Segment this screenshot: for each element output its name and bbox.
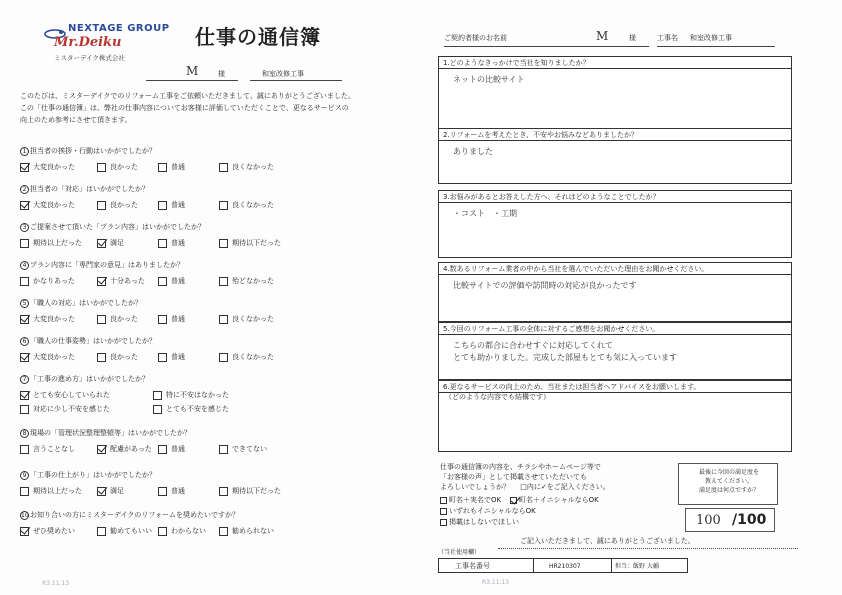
answer-option[interactable] xyxy=(219,314,274,324)
feedback-question: 3.お悩みがあるとお答えした方へ、それはどのようなことでしたか？ xyxy=(439,191,791,203)
feedback-answer: こちらの都合に合わせすぐに対応してくれて xyxy=(453,341,613,350)
consent-line: 仕事の通信簿の内容を、チラシやホームページ等で xyxy=(440,463,601,471)
option-label: とても安心していられた xyxy=(33,391,110,399)
answer-option[interactable] xyxy=(20,352,75,362)
option-label: 期待以下だった xyxy=(232,487,281,495)
group-name: NEXTAGE GROUP xyxy=(68,23,170,34)
consent-text xyxy=(440,462,660,492)
satisfaction-line: 最後に今回の満足度を xyxy=(698,469,759,476)
option-label: 期待以上だった xyxy=(33,239,82,247)
answer-option[interactable] xyxy=(158,200,185,210)
feedback-box-5[interactable] xyxy=(438,322,792,380)
satisfaction-line: 教えてください。 xyxy=(704,478,753,485)
feedback-question: 4.数あるリフォーム業者の中から当社を選んでいただいた理由をお聞かせください。 xyxy=(439,263,791,275)
feedback-question: 5.今回のリフォーム工事の全体に対するご感想をお聞かせください。 xyxy=(439,323,791,335)
answer-option[interactable] xyxy=(219,486,281,496)
question-number: 1 xyxy=(20,147,29,156)
customer-label: ご契約者様のお名前 xyxy=(444,34,507,42)
question-text: プラン内容に「専門家の意見」はありましたか？ xyxy=(30,261,184,269)
answer-option[interactable] xyxy=(158,526,206,536)
checkbox[interactable] xyxy=(440,519,447,526)
option-label: 勧められない xyxy=(232,527,274,535)
option-label: 普通 xyxy=(171,201,185,209)
question-number: 2 xyxy=(20,185,29,194)
option-label: 良かった xyxy=(110,315,138,323)
checked-checkbox[interactable] xyxy=(20,201,29,210)
checkbox[interactable] xyxy=(20,487,29,496)
checked-checkbox[interactable] xyxy=(97,487,106,496)
option-label: 掲載はしないでほしい xyxy=(449,518,519,526)
consent-hint: □内に✓をご記入ください。 xyxy=(520,483,610,491)
option-label: 大変良かった xyxy=(33,315,75,323)
office-divider xyxy=(533,559,534,572)
option-label: 配慮があった xyxy=(110,445,152,453)
checkbox[interactable] xyxy=(158,353,167,362)
question-text: 担当者の挨拶・行動はいかがでしたか？ xyxy=(30,147,156,155)
answer-option[interactable] xyxy=(97,314,138,324)
option-label: 普通 xyxy=(171,353,185,361)
option-label: 普通 xyxy=(171,163,185,171)
option-label: 特に不安はなかった xyxy=(166,391,229,399)
checkbox[interactable] xyxy=(219,527,228,536)
question-title xyxy=(20,374,149,384)
checkbox[interactable] xyxy=(219,487,228,496)
checkbox[interactable] xyxy=(97,201,106,210)
answer-option[interactable] xyxy=(219,444,267,454)
checkbox[interactable] xyxy=(158,239,167,248)
option-label: 期待以下だった xyxy=(232,239,281,247)
question-number: 7 xyxy=(20,375,29,384)
option-label: 言うことなし xyxy=(33,445,75,453)
option-label: 町名＋イニシャルならOK xyxy=(519,496,599,504)
right-customer-name: M xyxy=(596,29,609,43)
consent-line: 「お客様の声」として掲載させていただいても xyxy=(440,473,587,481)
checked-checkbox[interactable] xyxy=(97,277,106,286)
nextage-mark-icon xyxy=(44,24,66,34)
checkbox[interactable] xyxy=(219,163,228,172)
option-label: 殆どなかった xyxy=(232,277,274,285)
checkbox[interactable] xyxy=(219,239,228,248)
option-label: わからない xyxy=(171,527,206,535)
work-no: HR210307 xyxy=(549,563,581,570)
work-no-label: 工事名番号 xyxy=(455,562,490,570)
feedback-answer: ネットの比較サイト xyxy=(453,75,525,84)
question-title xyxy=(20,336,156,346)
option-label: 良くなかった xyxy=(232,353,274,361)
answer-option[interactable] xyxy=(20,276,75,286)
checkbox[interactable] xyxy=(20,445,29,454)
feedback-box-3[interactable] xyxy=(438,190,792,258)
answer-option[interactable] xyxy=(97,444,152,454)
question-title xyxy=(20,510,239,520)
question-title xyxy=(20,184,149,194)
checkbox[interactable] xyxy=(97,527,106,536)
option-label: 大変良かった xyxy=(33,201,75,209)
checked-checkbox[interactable] xyxy=(20,315,29,324)
answer-option[interactable] xyxy=(158,352,185,362)
answer-option[interactable] xyxy=(20,314,75,324)
answer-option[interactable] xyxy=(153,404,229,414)
option-label: 良かった xyxy=(110,163,138,171)
question-text: 「工事の仕上がり」はいかがでしたか？ xyxy=(30,471,156,479)
checkbox[interactable] xyxy=(158,277,167,286)
question-text: ご提案させて頂いた「プラン内容」はいかがでしたか？ xyxy=(30,223,205,231)
checkbox[interactable] xyxy=(158,487,167,496)
consent-option[interactable] xyxy=(440,495,501,505)
feedback-answer: 比較サイトでの評価や訪問時の対応が良かったです xyxy=(453,281,637,290)
checkbox[interactable] xyxy=(158,163,167,172)
option-label: 期待以上だった xyxy=(33,487,82,495)
customer-name: M xyxy=(186,64,199,78)
answer-option[interactable] xyxy=(20,526,75,536)
checkbox[interactable] xyxy=(153,405,162,414)
option-label: とても不安を感じた xyxy=(166,405,229,413)
option-label: 対応に少し不安を感じた xyxy=(33,405,110,413)
option-label: 大変良かった xyxy=(33,353,75,361)
checkbox[interactable] xyxy=(219,353,228,362)
right-project-underline xyxy=(657,46,775,47)
option-label: できてない xyxy=(232,445,267,453)
checked-checkbox[interactable] xyxy=(20,163,29,172)
feedback-question: 2.リフォームを考えたとき、不安やお悩みなどありましたか？ xyxy=(439,129,791,141)
answer-option[interactable] xyxy=(158,444,185,454)
answer-option[interactable] xyxy=(158,276,185,286)
checkbox[interactable] xyxy=(153,391,162,400)
feedback-box-1[interactable] xyxy=(438,56,792,130)
checkbox[interactable] xyxy=(219,315,228,324)
feedback-box-4[interactable] xyxy=(438,262,792,322)
option-label: 良かった xyxy=(110,353,138,361)
answer-option[interactable] xyxy=(158,486,185,496)
checked-checkbox[interactable] xyxy=(510,497,517,504)
answer-option[interactable] xyxy=(97,486,124,496)
question-text: お知り合いの方にミスターデイクのリフォームを奨めたいですか？ xyxy=(30,511,240,519)
checkbox[interactable] xyxy=(97,163,106,172)
checkbox[interactable] xyxy=(20,239,29,248)
checked-checkbox[interactable] xyxy=(20,527,29,536)
answer-option[interactable] xyxy=(20,486,82,496)
answer-option[interactable] xyxy=(158,314,185,324)
thanks-text: ご記入いただきまして、誠にありがとうございました。 xyxy=(520,537,695,545)
feedback-box-2[interactable] xyxy=(438,128,792,184)
answer-option[interactable] xyxy=(97,276,145,286)
checked-checkbox[interactable] xyxy=(97,445,106,454)
office-divider xyxy=(611,559,612,572)
checkbox[interactable] xyxy=(158,445,167,454)
question-number: 6 xyxy=(20,337,29,346)
intro-line: 向上のため参考にさせて頂きます。 xyxy=(20,116,132,124)
office-label: （当社使用欄） xyxy=(438,549,481,556)
feedback-box-6[interactable] xyxy=(438,380,792,452)
project-name: 和室改修工事 xyxy=(262,70,304,78)
answer-option[interactable] xyxy=(158,162,185,172)
question-title xyxy=(20,428,191,438)
feedback-answer: とても助かりました。完成した部屋もとても気に入っています xyxy=(453,353,677,362)
answer-option[interactable] xyxy=(219,276,274,286)
answer-option[interactable] xyxy=(219,526,274,536)
checkbox[interactable] xyxy=(219,277,228,286)
option-label: 満足 xyxy=(110,487,124,495)
question-text: 「職人の仕事姿勢」はいかがでしたか？ xyxy=(30,337,156,345)
page-title: 仕事の通信簿 xyxy=(195,25,321,49)
consent-option[interactable] xyxy=(510,495,599,505)
option-label: 普通 xyxy=(171,487,185,495)
checkbox[interactable] xyxy=(158,201,167,210)
answer-option[interactable] xyxy=(20,238,82,248)
satisfaction-box xyxy=(678,463,778,505)
consent-option[interactable] xyxy=(440,517,519,527)
checkbox[interactable] xyxy=(158,315,167,324)
answer-option[interactable] xyxy=(219,238,281,248)
answer-option[interactable] xyxy=(153,390,229,400)
option-label: 勧めてもいい xyxy=(110,527,152,535)
brand-name: Mr.Deiku xyxy=(54,35,122,50)
question-number: 10 xyxy=(21,511,29,519)
satisfaction-line: 満足度は何点ですか？ xyxy=(698,487,759,494)
answer-option[interactable] xyxy=(97,352,138,362)
name-underline xyxy=(146,80,238,81)
option-label: ぜひ奨めたい xyxy=(33,527,75,535)
option-label: 町名＋実名でOK xyxy=(449,496,502,504)
option-label: 普通 xyxy=(171,239,185,247)
feedback-question: 1.どのようなきっかけで当社を知りましたか？ xyxy=(439,57,791,69)
question-title xyxy=(20,260,184,270)
feedback-subtitle: （どのような内容でも結構です） xyxy=(445,393,550,401)
intro-line: この「仕事の通信簿」は、弊社の仕事内容についてお客様に評価していただくことで、更なるサービスの xyxy=(20,104,349,112)
checkbox[interactable] xyxy=(440,497,447,504)
question-text: 現場の「管理状況整理整頓等」はいかがでしたか？ xyxy=(30,429,191,437)
feedback-answer: ・コスト ・工期 xyxy=(453,209,517,218)
right-date-stamp: R3.11.13 xyxy=(482,579,510,586)
answer-option[interactable] xyxy=(158,238,185,248)
question-number: 4 xyxy=(20,261,29,270)
answer-option[interactable] xyxy=(20,200,75,210)
answer-option[interactable] xyxy=(20,390,110,400)
right-honorific: 様 xyxy=(629,34,636,42)
right-project: 和室改修工事 xyxy=(690,34,732,42)
checkbox[interactable] xyxy=(97,353,106,362)
option-label: 良くなかった xyxy=(232,315,274,323)
option-label: 十分あった xyxy=(110,277,145,285)
answer-option[interactable] xyxy=(97,200,138,210)
intro-line: このたびは、ミスターデイクでのリフォーム工事をご依頼いただきまして、誠にありがとうございました。 xyxy=(20,92,355,100)
option-label: かなりあった xyxy=(33,277,75,285)
checkbox[interactable] xyxy=(440,508,447,515)
thanks-underline xyxy=(498,548,798,549)
option-label: 良かった xyxy=(110,201,138,209)
question-number: 3 xyxy=(20,223,29,232)
answer-option[interactable] xyxy=(97,526,152,536)
question-title xyxy=(20,470,156,480)
right-name-underline xyxy=(444,46,649,47)
answer-option[interactable] xyxy=(219,352,274,362)
question-text: 担当者の「対応」はいかがでしたか？ xyxy=(30,185,149,193)
checked-checkbox[interactable] xyxy=(20,391,29,400)
company-name: ミスターデイク株式会社 xyxy=(54,54,125,62)
answer-option[interactable] xyxy=(97,162,138,172)
consent-line: よろしいでしょうか？ xyxy=(440,483,510,491)
answer-option[interactable] xyxy=(219,200,274,210)
option-label: 満足 xyxy=(110,239,124,247)
question-text: 「職人の対応」はいかがでしたか？ xyxy=(30,299,142,307)
question-title xyxy=(20,298,142,308)
option-label: 大変良かった xyxy=(33,163,75,171)
feedback-answer: ありました xyxy=(453,147,493,156)
question-number: 9 xyxy=(20,471,29,480)
honorific: 様 xyxy=(218,70,225,78)
left-date-stamp: R3.11.13 xyxy=(42,580,70,587)
logo xyxy=(28,20,198,68)
feedback-question: 6.更なるサービスの向上のため、当社または担当者へアドバイスをお願いします。 xyxy=(439,381,791,393)
checkbox[interactable] xyxy=(219,201,228,210)
question-title xyxy=(20,146,156,156)
option-label: 良くなかった xyxy=(232,163,274,171)
checkbox[interactable] xyxy=(20,277,29,286)
option-label: 普通 xyxy=(171,277,185,285)
question-number: 5 xyxy=(20,299,29,308)
answer-option[interactable] xyxy=(20,162,75,172)
staff-name: 担当：飯野 大輔 xyxy=(615,563,659,570)
checkbox[interactable] xyxy=(97,315,106,324)
score-box[interactable] xyxy=(685,508,775,532)
question-title xyxy=(20,222,205,232)
option-label: 良くなかった xyxy=(232,201,274,209)
office-box xyxy=(438,558,688,573)
option-label: 普通 xyxy=(171,315,185,323)
answer-option[interactable] xyxy=(97,238,124,248)
answer-option[interactable] xyxy=(219,162,274,172)
score-max: /100 xyxy=(732,512,767,528)
question-text: 「工事の進め方」はいかがでしたか？ xyxy=(30,375,149,383)
option-label: 普通 xyxy=(171,445,185,453)
satisfaction-text xyxy=(683,468,775,495)
checkbox[interactable] xyxy=(158,527,167,536)
option-label: いずれもイニシャルならOK xyxy=(449,507,536,515)
intro-text xyxy=(20,90,410,126)
project-underline xyxy=(250,80,342,81)
checkbox[interactable] xyxy=(20,405,29,414)
project-label: 工事名 xyxy=(657,34,678,42)
score-value: 100 xyxy=(696,513,721,528)
answer-option[interactable] xyxy=(20,404,110,414)
answer-option[interactable] xyxy=(20,444,75,454)
checkbox[interactable] xyxy=(219,445,228,454)
checked-checkbox[interactable] xyxy=(20,353,29,362)
consent-option[interactable] xyxy=(440,506,536,516)
question-number: 8 xyxy=(20,429,29,438)
checked-checkbox[interactable] xyxy=(97,239,106,248)
